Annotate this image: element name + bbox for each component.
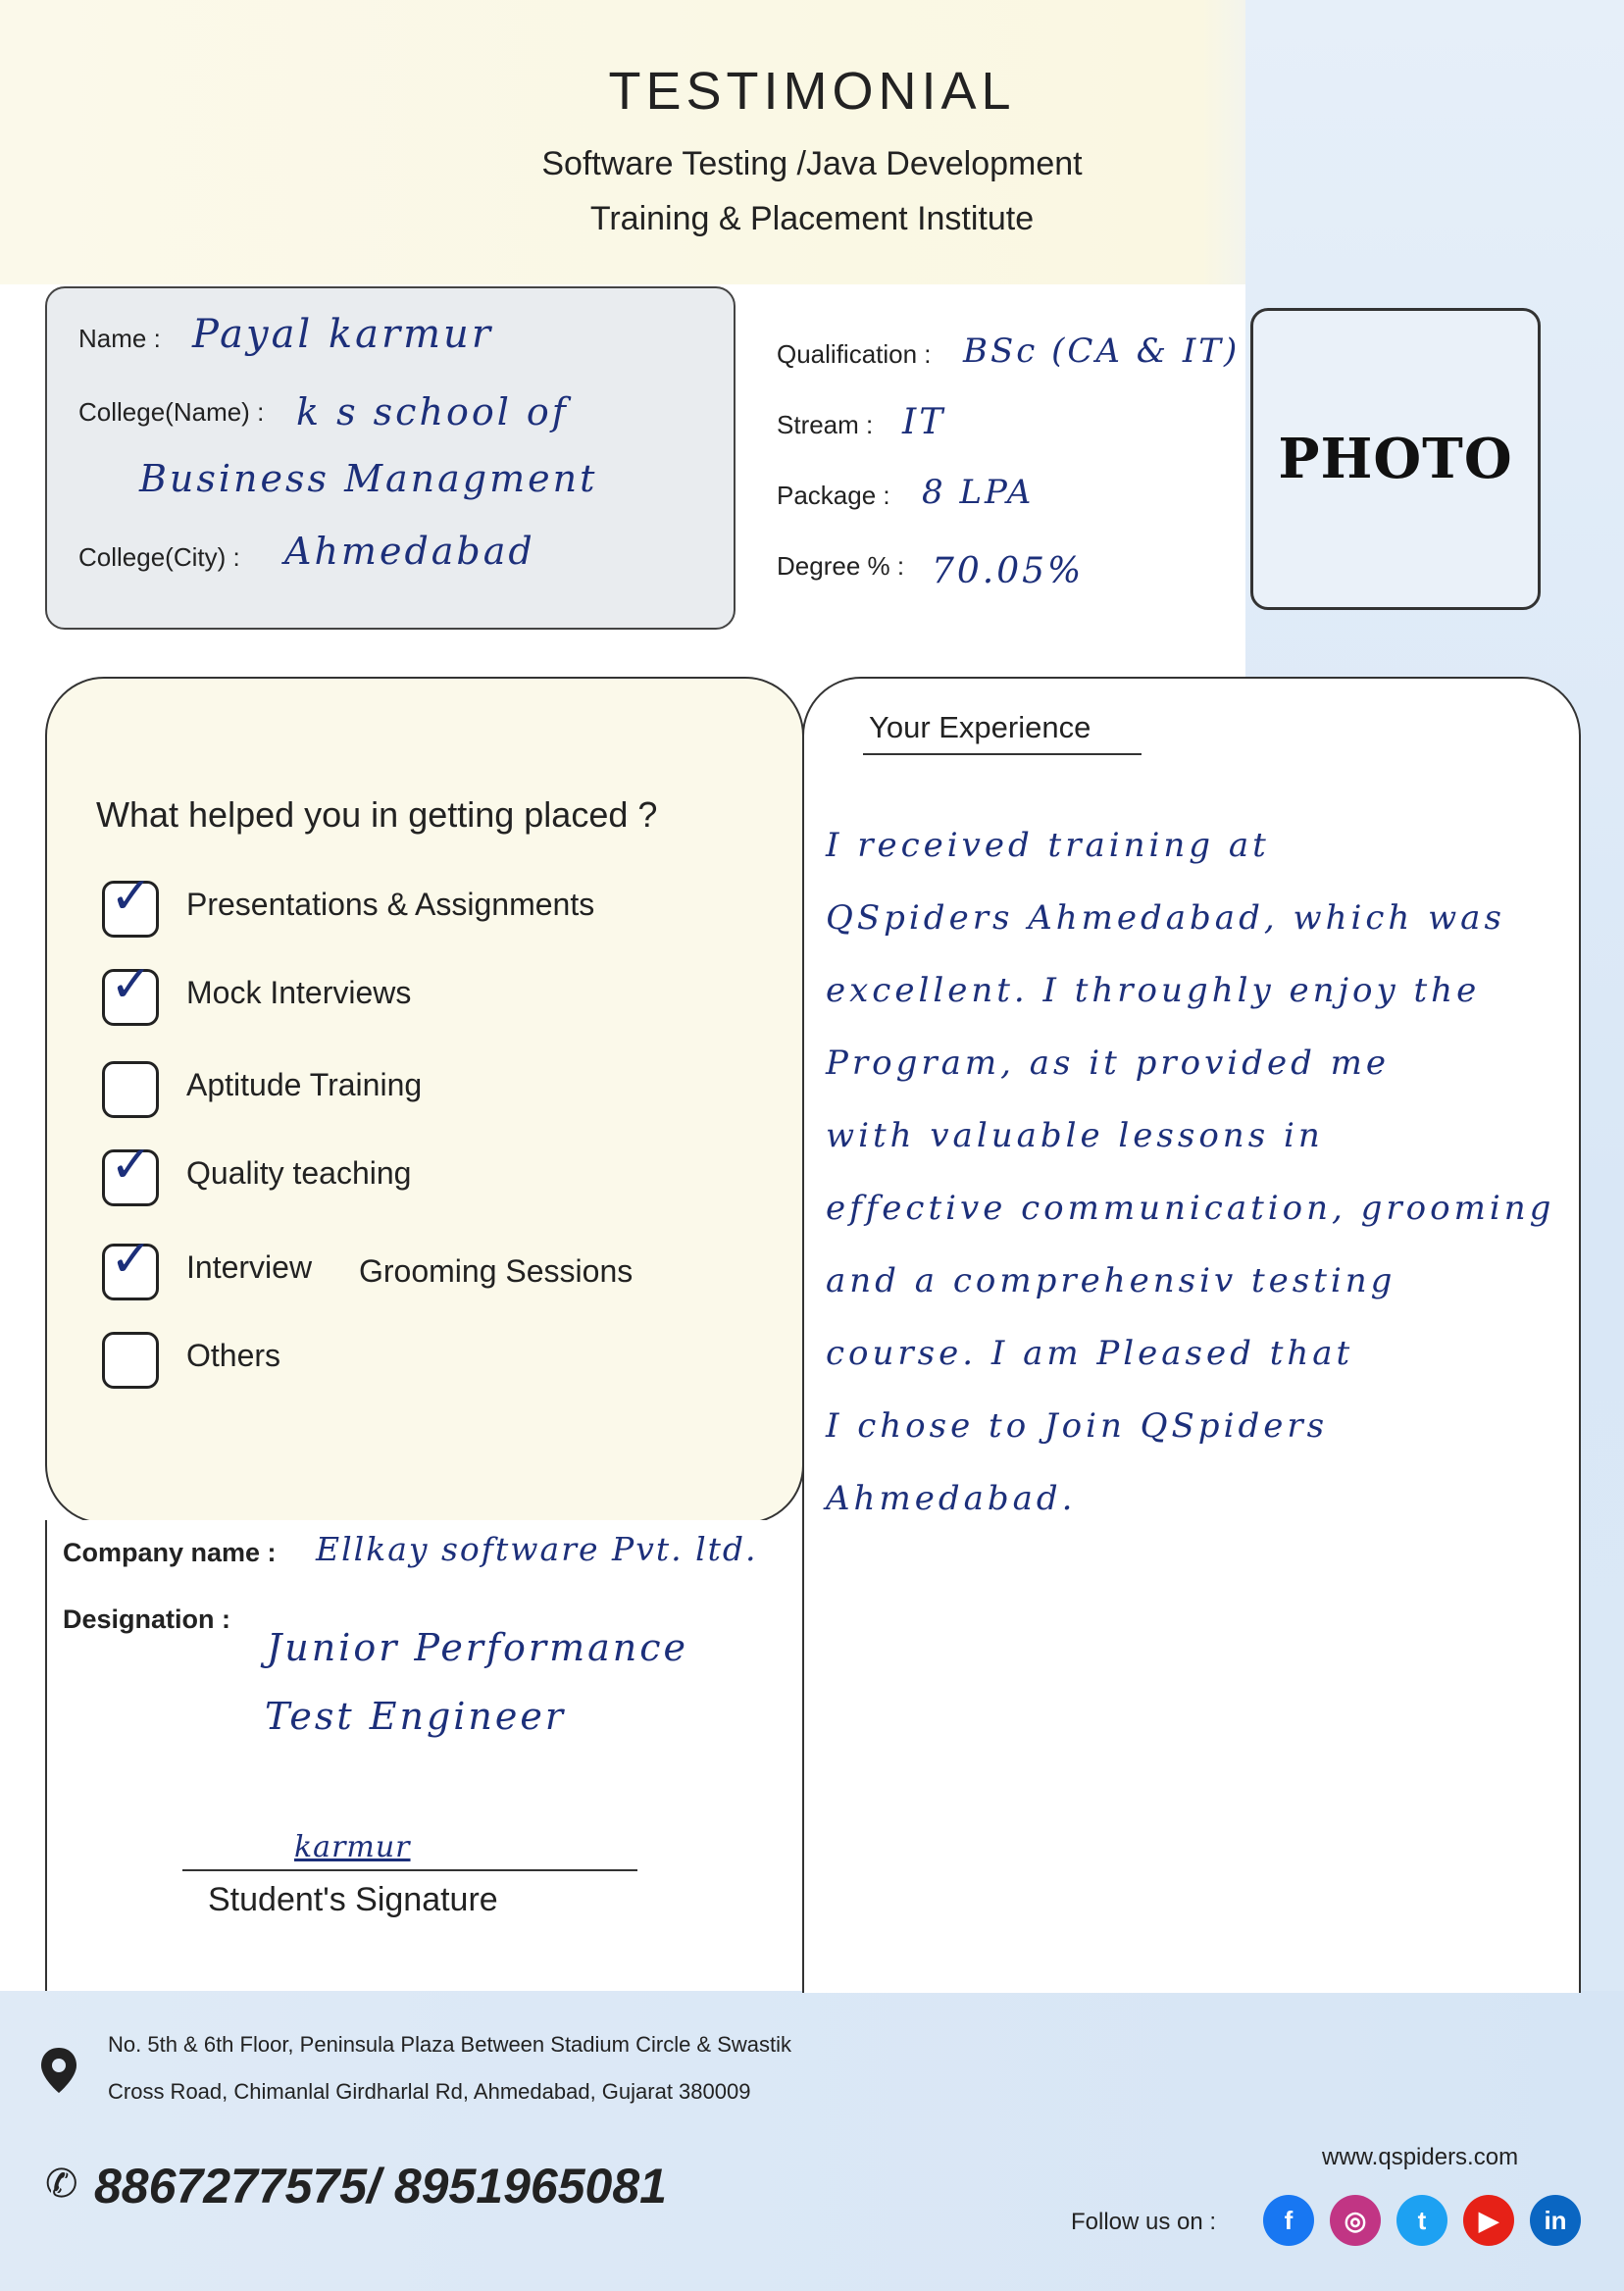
experience-line: with valuable lessons in	[826, 1116, 1324, 1155]
college-name-label: College(Name) :	[78, 397, 265, 427]
degree-label: Degree % :	[777, 551, 905, 581]
check-mark-icon: ✓	[110, 868, 153, 925]
college-city-label: College(City) :	[78, 542, 240, 572]
stream-label: Stream :	[777, 410, 874, 439]
page-subtitle-line1: Software Testing /Java Development	[541, 145, 1083, 182]
name-label: Name :	[78, 324, 161, 353]
linkedin-icon[interactable]: in	[1530, 2195, 1581, 2246]
package-value: 8 LPA	[922, 473, 1035, 512]
experience-line: QSpiders Ahmedabad, which was	[826, 898, 1505, 938]
experience-heading: Your Experience	[869, 710, 1091, 744]
designation-label: Designation :	[63, 1604, 231, 1634]
company-value: Ellkay software Pvt. ltd.	[316, 1530, 758, 1568]
option-label-extra: Grooming Sessions	[359, 1253, 634, 1289]
option-label: Interview	[186, 1249, 313, 1285]
experience-line: course. I am Pleased that	[826, 1334, 1354, 1373]
option-label: Quality teaching	[186, 1155, 412, 1191]
option-label: Others	[186, 1338, 281, 1373]
page-title: TESTIMONIAL	[608, 62, 1016, 121]
option-label: Presentations & Assignments	[186, 887, 595, 922]
qualification-label: Qualification :	[777, 339, 932, 369]
college-name-value-line1: k s school of	[296, 390, 569, 433]
phone-numbers[interactable]: 8867277575/ 8951965081	[94, 2159, 667, 2214]
option-label: Aptitude Training	[186, 1067, 423, 1102]
experience-line: Program, as it provided me	[826, 1044, 1391, 1083]
location-pin-icon	[39, 2046, 78, 2095]
phone-icon: ✆	[45, 2163, 78, 2206]
twitter-icon[interactable]: t	[1396, 2195, 1447, 2246]
photo-label: PHOTO	[1278, 427, 1513, 491]
checkbox-3[interactable]	[102, 1061, 159, 1118]
social-icons	[1263, 2195, 1581, 2246]
placement-question: What helped you in getting placed ?	[96, 794, 658, 835]
experience-line: and a comprehensiv testing	[826, 1261, 1396, 1300]
designation-value-line1: Junior Performance	[267, 1626, 689, 1669]
experience-line: effective communication, grooming	[826, 1189, 1555, 1228]
option-label: Mock Interviews	[186, 975, 412, 1010]
experience-line: Ahmedabad.	[826, 1479, 1077, 1518]
check-mark-icon: ✓	[110, 1231, 153, 1288]
college-name-value-line2: Business Managment	[139, 457, 598, 500]
student-signature: karmur	[294, 1830, 411, 1864]
college-city-value: Ahmedabad	[284, 530, 535, 573]
check-mark-icon: ✓	[110, 1137, 153, 1194]
stream-value: IT	[902, 402, 946, 442]
follow-label: Follow us on :	[1071, 2209, 1217, 2235]
instagram-icon[interactable]: ◎	[1330, 2195, 1381, 2246]
qualification-value: BSc (CA & IT)	[963, 331, 1241, 371]
company-details-area	[45, 1520, 802, 1991]
address-line1: No. 5th & 6th Floor, Peninsula Plaza Between Stadium Circle & Swastik	[108, 2032, 792, 2057]
signature-line	[182, 1869, 637, 1871]
page-subtitle-line2: Training & Placement Institute	[589, 200, 1035, 237]
photo-placeholder	[1250, 308, 1541, 610]
name-value: Payal karmur	[192, 312, 493, 357]
experience-heading-underline	[863, 753, 1142, 755]
youtube-icon[interactable]: ▶	[1463, 2195, 1514, 2246]
company-label: Company name :	[63, 1538, 277, 1567]
checkbox-6[interactable]	[102, 1332, 159, 1389]
experience-line: excellent. I throughly enjoy the	[826, 971, 1481, 1010]
designation-value-line2: Test Engineer	[265, 1695, 567, 1738]
experience-line: I received training at	[826, 826, 1270, 865]
signature-label: Student's Signature	[208, 1881, 498, 1918]
address-line2: Cross Road, Chimanlal Girdharlal Rd, Ahmedabad, Gujarat 380009	[108, 2079, 751, 2104]
check-mark-icon: ✓	[110, 956, 153, 1013]
facebook-icon[interactable]: f	[1263, 2195, 1314, 2246]
website-link[interactable]: www.qspiders.com	[1322, 2144, 1519, 2170]
package-label: Package :	[777, 481, 890, 510]
degree-value: 70.05%	[932, 551, 1085, 591]
experience-line: I chose to Join QSpiders	[826, 1406, 1329, 1446]
